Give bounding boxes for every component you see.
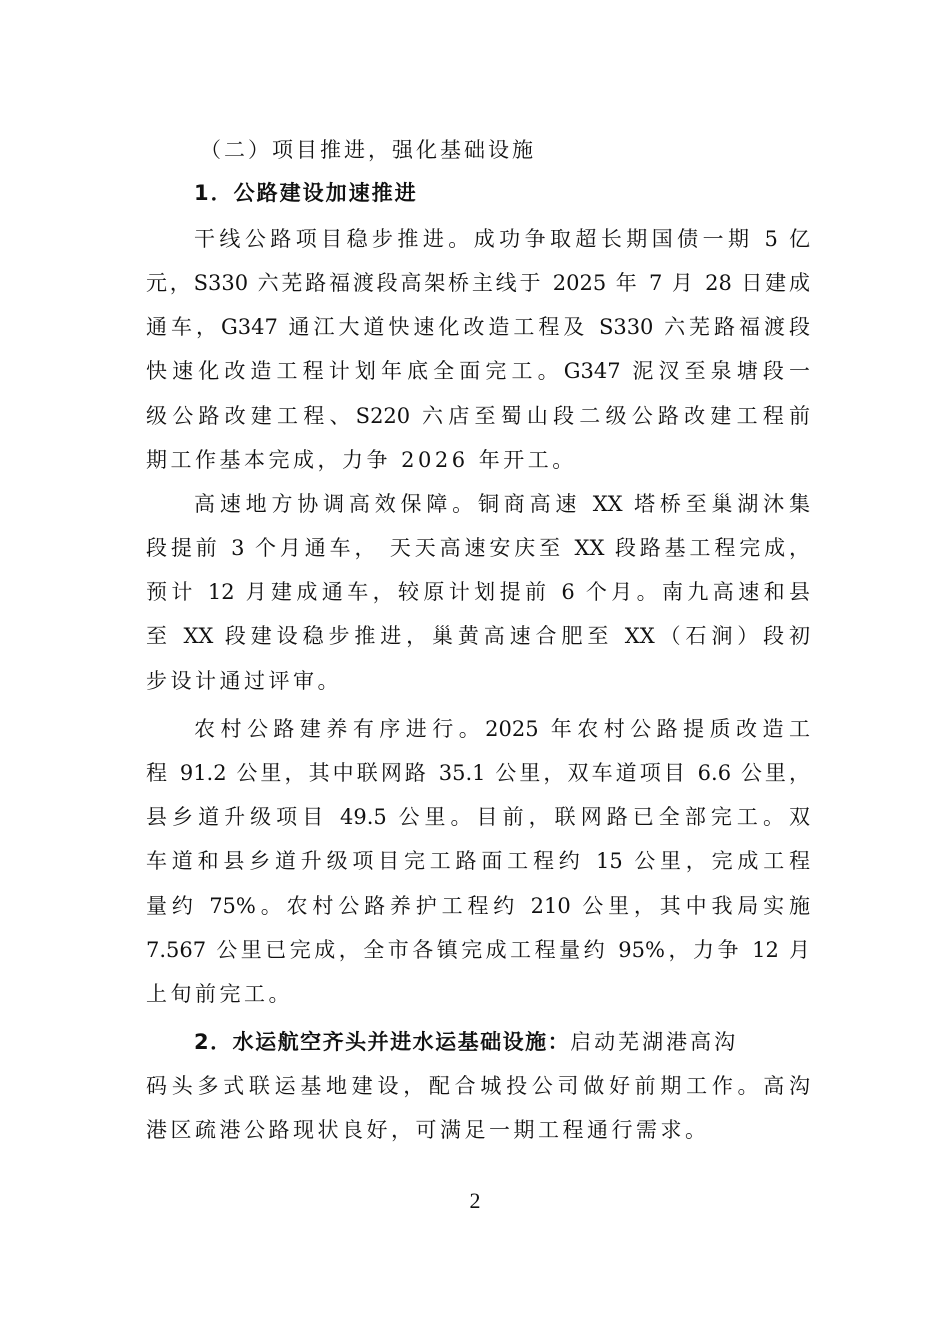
paragraph-line: 程 91.2 公里，其中联网路 35.1 公里，双车道项目 6.6 公里， (146, 761, 810, 785)
paragraph-line: 农村公路建养有序进行。2025 年农村公路提质改造工 (194, 717, 810, 741)
paragraph-line: 上旬前完工。 (146, 982, 293, 1006)
paragraph-text: 启动芜湖港高沟 (570, 1030, 739, 1054)
paragraph-line: 港区疏港公路现状良好，可满足一期工程通行需求。 (146, 1118, 710, 1142)
paragraph-line: 高速地方协调高效保障。铜商高速 XX 塔桥至巢湖沐集 (194, 492, 810, 516)
section-heading: （二）项目推进，强化基础设施 (200, 138, 536, 162)
waterway-paragraph-first-line (194, 1027, 738, 1057)
paragraph-line: 县乡道升级项目 49.5 公里。目前，联网路已全部完工。双 (146, 805, 810, 829)
paragraph-line: 快速化改造工程计划年底全面完工。G347 泥汊至泉塘段一 (146, 359, 810, 383)
paragraph-line: 通车，G347 通江大道快速化改造工程及 S330 六芜路福渡段 (146, 315, 810, 339)
paragraph-line: 预计 12 月建成通车，较原计划提前 6 个月。南九高速和县 (146, 580, 810, 604)
paragraph-line: 元，S330 六芜路福渡段高架桥主线于 2025 年 7 月 28 日建成 (146, 271, 810, 295)
paragraph-line: 量约 75%。农村公路养护工程约 210 公里，其中我局实施 (146, 894, 810, 918)
page-number: 2 (469, 1188, 481, 1213)
paragraph-line: 码头多式联运基地建设，配合城投公司做好前期工作。高沟 (146, 1074, 810, 1098)
paragraph-line: 步设计通过评审。 (146, 669, 342, 693)
paragraph-line: 车道和县乡道升级项目完工路面工程约 15 公里，完成工程 (146, 849, 810, 873)
subheading-waterway-aviation: 2．水运航空齐头并进水运基础设施： (194, 1030, 571, 1054)
paragraph-line: 期工作基本完成，力争 2026 年开工。 (146, 448, 577, 472)
paragraph-line: 段提前 3 个月通车， 天天高速安庆至 XX 段路基工程完成， (146, 536, 810, 560)
paragraph-line: 7.567 公里已完成，全市各镇完成工程量约 95%，力争 12 月 (146, 938, 810, 962)
paragraph-line: 干线公路项目稳步推进。成功争取超长期国债一期 5 亿 (194, 227, 810, 251)
paragraph-line: 至 XX 段建设稳步推进，巢黄高速合肥至 XX（石涧）段初 (146, 624, 810, 648)
subheading-road-construction: 1．公路建设加速推进 (194, 181, 418, 205)
paragraph-line: 级公路改建工程、S220 六店至蜀山段二级公路改建工程前 (146, 404, 810, 428)
